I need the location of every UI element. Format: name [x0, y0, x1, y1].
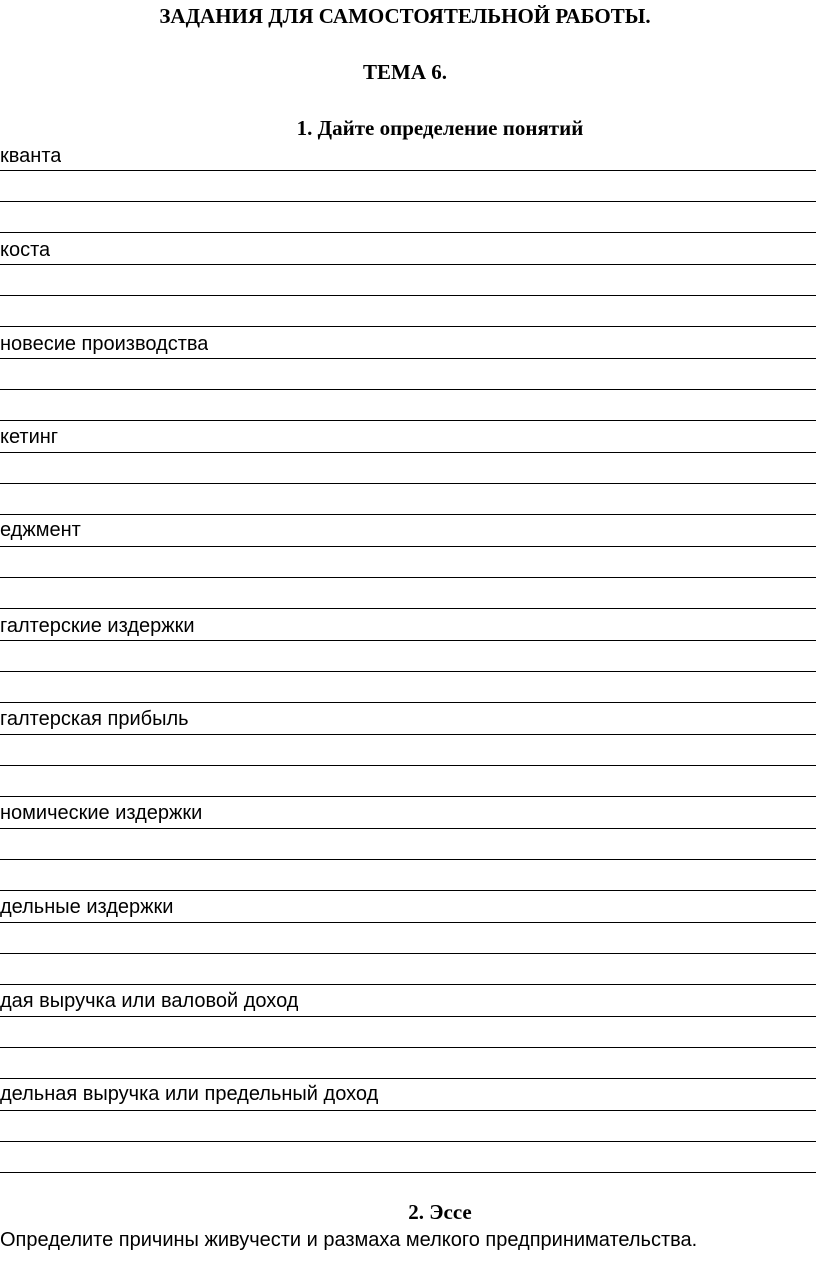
term-label: дельная выручка или предельный доход: [0, 1083, 379, 1105]
answer-line[interactable]: [0, 326, 816, 327]
answer-line[interactable]: [0, 201, 816, 202]
answer-line[interactable]: [0, 890, 816, 891]
task1-title: 1. Дайте определение понятий: [296, 116, 584, 140]
answer-line[interactable]: [0, 483, 816, 484]
answer-line[interactable]: [0, 577, 816, 578]
answer-line[interactable]: [0, 702, 816, 703]
term-label: еджмент: [0, 519, 81, 541]
answer-line[interactable]: [0, 389, 816, 390]
term-label: новесие производства: [0, 333, 209, 355]
term-label: галтерские издержки: [0, 615, 195, 637]
answer-line[interactable]: [0, 514, 816, 515]
answer-line[interactable]: [0, 1047, 816, 1048]
answer-line[interactable]: [0, 953, 816, 954]
answer-line[interactable]: [0, 1078, 816, 1079]
answer-line[interactable]: [0, 859, 816, 860]
task2-title: 2. Эссе: [408, 1200, 472, 1224]
answer-line[interactable]: [0, 984, 816, 985]
answer-line[interactable]: [0, 295, 816, 296]
term-label: коста: [0, 239, 51, 261]
answer-line[interactable]: [0, 232, 816, 233]
answer-line[interactable]: [0, 1016, 816, 1017]
term-label: кетинг: [0, 426, 59, 448]
answer-line[interactable]: [0, 170, 816, 171]
term-label: кванта: [0, 145, 62, 167]
answer-line[interactable]: [0, 640, 816, 641]
answer-line[interactable]: [0, 546, 816, 547]
answer-line[interactable]: [0, 1172, 816, 1173]
answer-line[interactable]: [0, 1141, 816, 1142]
term-label: дая выручка или валовой доход: [0, 990, 299, 1012]
answer-line[interactable]: [0, 922, 816, 923]
term-label: дельные издержки: [0, 896, 174, 918]
answer-line[interactable]: [0, 358, 816, 359]
answer-line[interactable]: [0, 828, 816, 829]
page-title: ЗАДАНИЯ ДЛЯ САМОСТОЯТЕЛЬНОЙ РАБОТЫ.: [159, 4, 651, 28]
answer-line[interactable]: [0, 452, 816, 453]
term-label: галтерская прибыль: [0, 708, 189, 730]
essay-question: Определите причины живучести и размаха мелкого предпринимательства.: [0, 1229, 698, 1251]
answer-line[interactable]: [0, 765, 816, 766]
answer-line[interactable]: [0, 671, 816, 672]
topic-title: ТЕМА 6.: [363, 60, 447, 84]
answer-line[interactable]: [0, 796, 816, 797]
term-label: номические издержки: [0, 802, 203, 824]
answer-line[interactable]: [0, 420, 816, 421]
answer-line[interactable]: [0, 264, 816, 265]
answer-line[interactable]: [0, 734, 816, 735]
answer-line[interactable]: [0, 1110, 816, 1111]
answer-line[interactable]: [0, 608, 816, 609]
